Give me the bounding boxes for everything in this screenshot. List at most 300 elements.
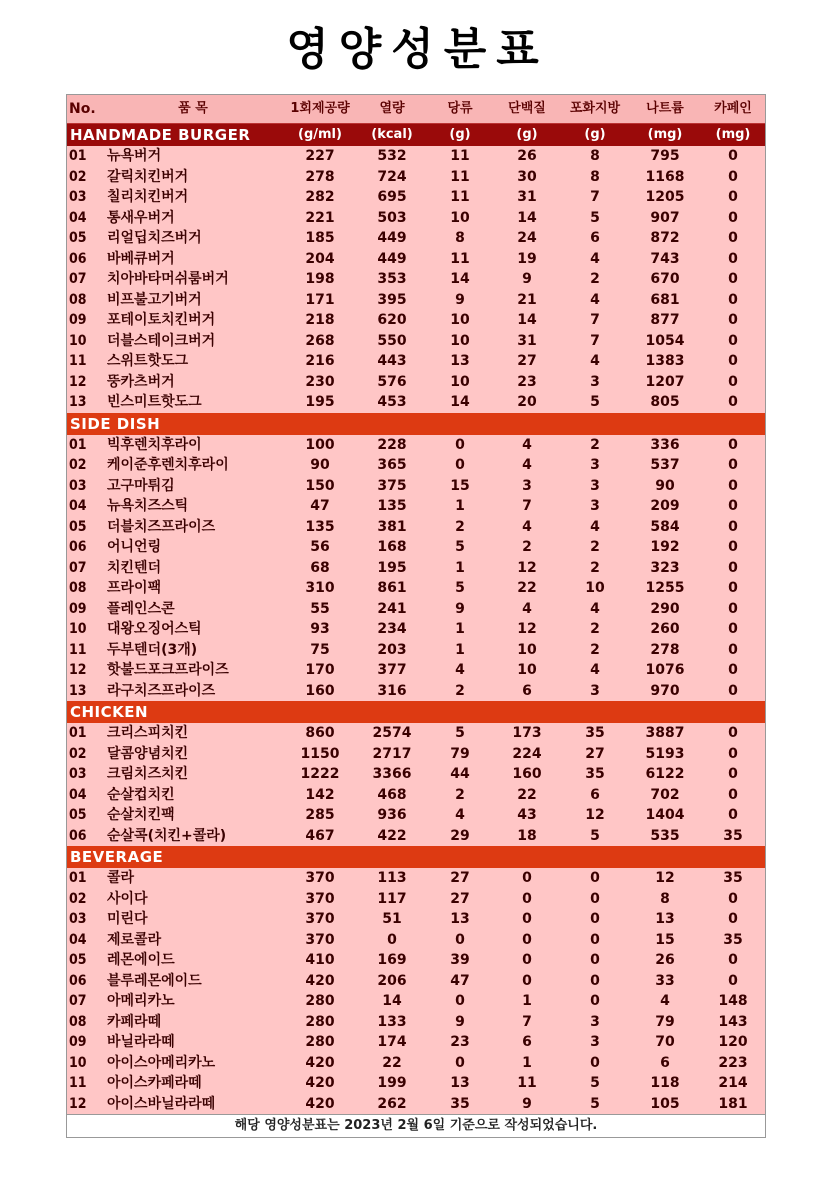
caffeine: 0 <box>701 290 765 311</box>
saturated-fat: 0 <box>561 930 629 951</box>
sugar: 2 <box>427 785 493 806</box>
item-name: 스위트핫도그 <box>103 351 283 372</box>
item-no: 04 <box>67 785 103 806</box>
sugar: 14 <box>427 269 493 290</box>
calories: 449 <box>357 228 427 249</box>
footer-note: 해당 영양성분표는 2023년 2월 6일 기준으로 작성되었습니다. <box>67 1115 765 1138</box>
calories: 3366 <box>357 764 427 785</box>
sugar: 29 <box>427 826 493 847</box>
section-header <box>67 701 765 723</box>
saturated-fat: 4 <box>561 517 629 538</box>
table-row <box>67 950 765 971</box>
table-row <box>67 269 765 290</box>
sugar: 5 <box>427 723 493 744</box>
item-no: 12 <box>67 1094 103 1115</box>
calories: 449 <box>357 249 427 270</box>
sodium: 1205 <box>629 187 701 208</box>
item-no: 06 <box>67 249 103 270</box>
calories: 117 <box>357 889 427 910</box>
saturated-fat: 4 <box>561 660 629 681</box>
protein: 24 <box>493 228 561 249</box>
protein: 1 <box>493 991 561 1012</box>
item-name: 달콤양념치킨 <box>103 744 283 765</box>
sodium: 537 <box>629 455 701 476</box>
protein: 4 <box>493 517 561 538</box>
caffeine: 0 <box>701 372 765 393</box>
item-no: 03 <box>67 764 103 785</box>
sugar: 4 <box>427 805 493 826</box>
sugar: 27 <box>427 868 493 889</box>
saturated-fat: 5 <box>561 1073 629 1094</box>
serving: 47 <box>283 496 357 517</box>
table-row <box>67 249 765 270</box>
item-name: 빈스미트핫도그 <box>103 392 283 413</box>
sugar: 10 <box>427 372 493 393</box>
item-no: 10 <box>67 1053 103 1074</box>
caffeine: 0 <box>701 785 765 806</box>
item-name: 갈릭치킨버거 <box>103 167 283 188</box>
item-name: 고구마튀김 <box>103 476 283 497</box>
caffeine: 223 <box>701 1053 765 1074</box>
item-no: 02 <box>67 455 103 476</box>
table-row <box>67 392 765 413</box>
item-name: 아이스카페라떼 <box>103 1073 283 1094</box>
item-no: 07 <box>67 269 103 290</box>
item-name: 사이다 <box>103 889 283 910</box>
header-serving: 1회제공량 <box>283 95 357 124</box>
table-row <box>67 1094 765 1115</box>
table-row <box>67 868 765 889</box>
saturated-fat: 0 <box>561 868 629 889</box>
sodium: 105 <box>629 1094 701 1115</box>
protein: 4 <box>493 599 561 620</box>
serving: 420 <box>283 1073 357 1094</box>
caffeine: 0 <box>701 660 765 681</box>
serving: 280 <box>283 1012 357 1033</box>
protein: 22 <box>493 785 561 806</box>
item-name: 비프불고기버거 <box>103 290 283 311</box>
sodium: 6122 <box>629 764 701 785</box>
protein: 12 <box>493 558 561 579</box>
serving: 410 <box>283 950 357 971</box>
sugar: 35 <box>427 1094 493 1115</box>
item-no: 06 <box>67 826 103 847</box>
item-name: 빅후렌치후라이 <box>103 435 283 456</box>
item-no: 01 <box>67 723 103 744</box>
protein: 4 <box>493 435 561 456</box>
sodium: 12 <box>629 868 701 889</box>
calories: 169 <box>357 950 427 971</box>
item-no: 08 <box>67 290 103 311</box>
calories: 241 <box>357 599 427 620</box>
item-no: 06 <box>67 537 103 558</box>
calories: 365 <box>357 455 427 476</box>
item-no: 11 <box>67 640 103 661</box>
table-row <box>67 764 765 785</box>
caffeine: 0 <box>701 537 765 558</box>
section-title: HANDMADE BURGER <box>67 124 283 147</box>
serving: 135 <box>283 517 357 538</box>
protein: 14 <box>493 310 561 331</box>
table-row <box>67 372 765 393</box>
sugar: 13 <box>427 909 493 930</box>
calories: 936 <box>357 805 427 826</box>
sugar: 27 <box>427 889 493 910</box>
serving: 370 <box>283 868 357 889</box>
table-row <box>67 351 765 372</box>
serving: 370 <box>283 889 357 910</box>
table-row <box>67 558 765 579</box>
serving: 1222 <box>283 764 357 785</box>
sodium: 6 <box>629 1053 701 1074</box>
item-no: 07 <box>67 991 103 1012</box>
sodium: 290 <box>629 599 701 620</box>
serving: 1150 <box>283 744 357 765</box>
saturated-fat: 0 <box>561 1053 629 1074</box>
sodium: 260 <box>629 619 701 640</box>
serving: 420 <box>283 1094 357 1115</box>
serving: 90 <box>283 455 357 476</box>
calories: 22 <box>357 1053 427 1074</box>
header-sodium: 나트륨 <box>629 95 701 124</box>
caffeine: 0 <box>701 187 765 208</box>
sugar: 11 <box>427 187 493 208</box>
calories: 532 <box>357 146 427 167</box>
unit-label: (g) <box>561 124 629 147</box>
protein: 10 <box>493 640 561 661</box>
item-name: 프라이팩 <box>103 578 283 599</box>
serving: 278 <box>283 167 357 188</box>
calories: 206 <box>357 971 427 992</box>
item-no: 05 <box>67 805 103 826</box>
item-no: 01 <box>67 146 103 167</box>
saturated-fat: 3 <box>561 455 629 476</box>
serving: 280 <box>283 991 357 1012</box>
calories: 695 <box>357 187 427 208</box>
calories: 135 <box>357 496 427 517</box>
item-no: 09 <box>67 599 103 620</box>
item-name: 블루레몬에이드 <box>103 971 283 992</box>
saturated-fat: 3 <box>561 372 629 393</box>
sodium: 805 <box>629 392 701 413</box>
sodium: 1168 <box>629 167 701 188</box>
table-row <box>67 517 765 538</box>
calories: 14 <box>357 991 427 1012</box>
sugar: 10 <box>427 310 493 331</box>
protein: 20 <box>493 392 561 413</box>
section-title: BEVERAGE <box>67 846 765 868</box>
section-header-units <box>67 124 765 147</box>
calories: 422 <box>357 826 427 847</box>
protein: 4 <box>493 455 561 476</box>
sodium: 1383 <box>629 351 701 372</box>
saturated-fat: 27 <box>561 744 629 765</box>
section-header <box>67 413 765 435</box>
table-row <box>67 744 765 765</box>
saturated-fat: 0 <box>561 909 629 930</box>
caffeine: 0 <box>701 351 765 372</box>
item-no: 02 <box>67 744 103 765</box>
calories: 316 <box>357 681 427 702</box>
sodium: 8 <box>629 889 701 910</box>
table-row <box>67 310 765 331</box>
serving: 420 <box>283 971 357 992</box>
sugar: 5 <box>427 537 493 558</box>
item-no: 04 <box>67 208 103 229</box>
calories: 195 <box>357 558 427 579</box>
sodium: 584 <box>629 517 701 538</box>
protein: 11 <box>493 1073 561 1094</box>
table-row <box>67 187 765 208</box>
caffeine: 0 <box>701 889 765 910</box>
saturated-fat: 0 <box>561 991 629 1012</box>
header-saturated-fat: 포화지방 <box>561 95 629 124</box>
item-no: 13 <box>67 392 103 413</box>
table-row <box>67 455 765 476</box>
item-name: 아이스아메리카노 <box>103 1053 283 1074</box>
calories: 550 <box>357 331 427 352</box>
sodium: 970 <box>629 681 701 702</box>
protein: 43 <box>493 805 561 826</box>
calories: 0 <box>357 930 427 951</box>
calories: 174 <box>357 1032 427 1053</box>
sodium: 90 <box>629 476 701 497</box>
sodium: 118 <box>629 1073 701 1094</box>
item-no: 02 <box>67 167 103 188</box>
sodium: 79 <box>629 1012 701 1033</box>
table-row <box>67 228 765 249</box>
sodium: 743 <box>629 249 701 270</box>
sugar: 0 <box>427 991 493 1012</box>
serving: 227 <box>283 146 357 167</box>
caffeine: 0 <box>701 971 765 992</box>
item-name: 대왕오징어스틱 <box>103 619 283 640</box>
table-header <box>67 95 765 124</box>
serving: 280 <box>283 1032 357 1053</box>
serving: 860 <box>283 723 357 744</box>
item-name: 아메리카노 <box>103 991 283 1012</box>
item-no: 05 <box>67 950 103 971</box>
caffeine: 0 <box>701 619 765 640</box>
item-no: 12 <box>67 372 103 393</box>
saturated-fat: 0 <box>561 950 629 971</box>
sodium: 15 <box>629 930 701 951</box>
item-name: 크림치즈치킨 <box>103 764 283 785</box>
sodium: 26 <box>629 950 701 971</box>
protein: 26 <box>493 146 561 167</box>
calories: 199 <box>357 1073 427 1094</box>
sodium: 323 <box>629 558 701 579</box>
unit-label: (mg) <box>629 124 701 147</box>
serving: 370 <box>283 909 357 930</box>
item-no: 10 <box>67 331 103 352</box>
table-row <box>67 146 765 167</box>
serving: 195 <box>283 392 357 413</box>
calories: 2717 <box>357 744 427 765</box>
sugar: 15 <box>427 476 493 497</box>
saturated-fat: 6 <box>561 228 629 249</box>
caffeine: 0 <box>701 599 765 620</box>
calories: 377 <box>357 660 427 681</box>
item-name: 순살컵치킨 <box>103 785 283 806</box>
caffeine: 0 <box>701 392 765 413</box>
calories: 395 <box>357 290 427 311</box>
serving: 268 <box>283 331 357 352</box>
item-no: 03 <box>67 909 103 930</box>
protein: 0 <box>493 971 561 992</box>
protein: 0 <box>493 868 561 889</box>
caffeine: 0 <box>701 640 765 661</box>
sugar: 11 <box>427 249 493 270</box>
item-no: 04 <box>67 496 103 517</box>
sodium: 33 <box>629 971 701 992</box>
saturated-fat: 2 <box>561 619 629 640</box>
item-name: 두부텐더(3개) <box>103 640 283 661</box>
protein: 0 <box>493 930 561 951</box>
serving: 221 <box>283 208 357 229</box>
protein: 7 <box>493 1012 561 1033</box>
sugar: 10 <box>427 331 493 352</box>
table-row <box>67 435 765 456</box>
protein: 21 <box>493 290 561 311</box>
item-no: 12 <box>67 660 103 681</box>
serving: 56 <box>283 537 357 558</box>
sodium: 907 <box>629 208 701 229</box>
caffeine: 0 <box>701 496 765 517</box>
sugar: 13 <box>427 1073 493 1094</box>
saturated-fat: 3 <box>561 681 629 702</box>
protein: 160 <box>493 764 561 785</box>
saturated-fat: 3 <box>561 1032 629 1053</box>
serving: 75 <box>283 640 357 661</box>
sugar: 8 <box>427 228 493 249</box>
sodium: 670 <box>629 269 701 290</box>
item-no: 05 <box>67 228 103 249</box>
sodium: 336 <box>629 435 701 456</box>
caffeine: 0 <box>701 805 765 826</box>
table-row <box>67 1032 765 1053</box>
saturated-fat: 5 <box>561 392 629 413</box>
table-row <box>67 290 765 311</box>
header-caffeine: 카페인 <box>701 95 765 124</box>
item-name: 리얼딥치즈버거 <box>103 228 283 249</box>
calories: 262 <box>357 1094 427 1115</box>
item-no: 07 <box>67 558 103 579</box>
calories: 620 <box>357 310 427 331</box>
item-name: 순살콕(치킨+콜라) <box>103 826 283 847</box>
caffeine: 0 <box>701 146 765 167</box>
sugar: 14 <box>427 392 493 413</box>
item-name: 더블치즈프라이즈 <box>103 517 283 538</box>
sodium: 4 <box>629 991 701 1012</box>
protein: 12 <box>493 619 561 640</box>
saturated-fat: 4 <box>561 351 629 372</box>
sugar: 0 <box>427 1053 493 1074</box>
protein: 0 <box>493 909 561 930</box>
sugar: 79 <box>427 744 493 765</box>
saturated-fat: 2 <box>561 537 629 558</box>
calories: 453 <box>357 392 427 413</box>
calories: 168 <box>357 537 427 558</box>
table-row <box>67 599 765 620</box>
sodium: 872 <box>629 228 701 249</box>
sodium: 702 <box>629 785 701 806</box>
serving: 218 <box>283 310 357 331</box>
table-row <box>67 660 765 681</box>
header-protein: 단백질 <box>493 95 561 124</box>
item-no: 11 <box>67 1073 103 1094</box>
serving: 420 <box>283 1053 357 1074</box>
item-no: 09 <box>67 310 103 331</box>
item-name: 아이스바닐라라떼 <box>103 1094 283 1115</box>
serving: 370 <box>283 930 357 951</box>
header-no: No. <box>67 95 103 124</box>
item-no: 08 <box>67 1012 103 1033</box>
serving: 185 <box>283 228 357 249</box>
table-row <box>67 1053 765 1074</box>
item-name: 칠리치킨버거 <box>103 187 283 208</box>
header-calories: 열량 <box>357 95 427 124</box>
table-row <box>67 331 765 352</box>
item-name: 어니언링 <box>103 537 283 558</box>
item-no: 01 <box>67 868 103 889</box>
serving: 285 <box>283 805 357 826</box>
sugar: 9 <box>427 599 493 620</box>
item-name: 순살치킨팩 <box>103 805 283 826</box>
caffeine: 35 <box>701 868 765 889</box>
serving: 216 <box>283 351 357 372</box>
saturated-fat: 10 <box>561 578 629 599</box>
protein: 3 <box>493 476 561 497</box>
protein: 9 <box>493 1094 561 1115</box>
protein: 23 <box>493 372 561 393</box>
caffeine: 0 <box>701 476 765 497</box>
table-row <box>67 537 765 558</box>
page-title: 영양성분표 <box>286 24 549 75</box>
serving: 204 <box>283 249 357 270</box>
sugar: 47 <box>427 971 493 992</box>
item-no: 06 <box>67 971 103 992</box>
item-name: 치킨텐더 <box>103 558 283 579</box>
sugar: 0 <box>427 930 493 951</box>
item-name: 핫불드포크프라이즈 <box>103 660 283 681</box>
sodium: 70 <box>629 1032 701 1053</box>
sugar: 1 <box>427 619 493 640</box>
caffeine: 0 <box>701 723 765 744</box>
item-name: 플레인스콘 <box>103 599 283 620</box>
serving: 93 <box>283 619 357 640</box>
caffeine: 0 <box>701 435 765 456</box>
item-no: 13 <box>67 681 103 702</box>
saturated-fat: 3 <box>561 496 629 517</box>
caffeine: 0 <box>701 310 765 331</box>
caffeine: 0 <box>701 228 765 249</box>
sodium: 278 <box>629 640 701 661</box>
saturated-fat: 35 <box>561 764 629 785</box>
caffeine: 181 <box>701 1094 765 1115</box>
saturated-fat: 8 <box>561 167 629 188</box>
serving: 68 <box>283 558 357 579</box>
table-row <box>67 930 765 951</box>
protein: 0 <box>493 889 561 910</box>
calories: 724 <box>357 167 427 188</box>
table-row <box>67 723 765 744</box>
sodium: 795 <box>629 146 701 167</box>
saturated-fat: 2 <box>561 435 629 456</box>
protein: 18 <box>493 826 561 847</box>
caffeine: 120 <box>701 1032 765 1053</box>
item-no: 03 <box>67 187 103 208</box>
